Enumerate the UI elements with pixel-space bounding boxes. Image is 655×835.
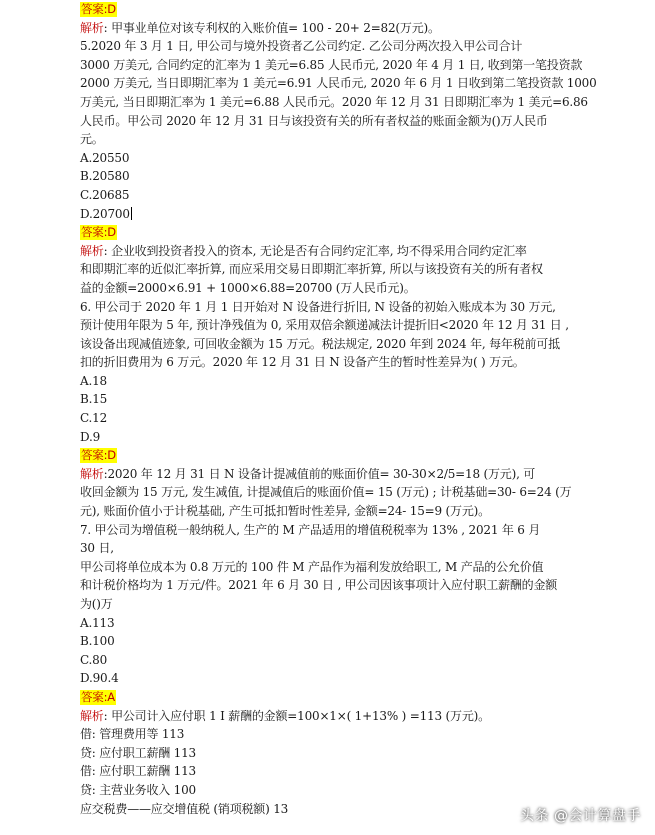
text-cursor bbox=[131, 207, 132, 220]
line-text: A.113 bbox=[80, 615, 115, 630]
text-line bbox=[80, 74, 646, 93]
line-text: A.18 bbox=[80, 373, 107, 388]
line-text: 30 日, bbox=[80, 541, 114, 556]
text-line bbox=[80, 149, 646, 168]
text-line bbox=[80, 372, 646, 391]
line-text: 甲公司将单位成本为 0.8 万元的 100 件 M 产品作为福利发放给职工, M 产品的公允价值 bbox=[80, 559, 544, 574]
line-text: D.9 bbox=[80, 429, 101, 444]
text-line bbox=[80, 298, 646, 317]
text-line bbox=[80, 130, 646, 149]
text-line bbox=[80, 725, 646, 744]
text-line bbox=[80, 409, 646, 428]
text-line bbox=[80, 186, 646, 205]
answer-highlight: 答案:D bbox=[81, 2, 116, 16]
answer-highlight: 答案:A bbox=[81, 689, 115, 704]
line-text: 借: 应付职工薪酬 113 bbox=[80, 764, 196, 779]
text-line bbox=[80, 651, 646, 670]
analysis-line bbox=[80, 242, 646, 261]
line-text: D.90.4 bbox=[80, 671, 119, 686]
line-text: 元), 账面价值小于计税基础, 产生可抵扣暂时性差异, 金额=24- 15=9 (万元)。 bbox=[80, 504, 490, 519]
text-line bbox=[80, 205, 646, 224]
line-text: 和计税价格均为 1 万元/件。2021 年 6 月 30 日 , 甲公司因该事项计入应付职工薪酬的金额 bbox=[80, 578, 558, 593]
text-line bbox=[80, 595, 646, 614]
line-text: 万美元, 当日即期汇率为 1 美元=6.88 人民币元。2020 年 12 月 31 日即期汇率为 1 美元=6.86 bbox=[80, 94, 588, 109]
text-line bbox=[80, 428, 646, 447]
analysis-text: : 甲公司计入应付职 1 I 薪酬的金额=100×1×( 1+13% ) =113 (万元)。 bbox=[103, 708, 490, 723]
document-page bbox=[80, 0, 646, 818]
analysis-line bbox=[80, 465, 646, 484]
analysis-label: 解析 bbox=[80, 708, 104, 723]
text-line bbox=[80, 353, 646, 372]
text-line bbox=[80, 669, 646, 688]
text-line bbox=[80, 167, 646, 186]
analysis-label: 解析 bbox=[80, 20, 104, 35]
text-line bbox=[80, 56, 646, 75]
line-text: 该设备出现减值迹象, 可回收金额为 15 万元。税法规定, 2020 年到 2024 年, 每年税前可抵 bbox=[80, 336, 560, 351]
analysis-label: 解析 bbox=[80, 466, 104, 481]
text-line bbox=[80, 558, 646, 577]
answer-line bbox=[80, 0, 646, 19]
analysis-text: : 企业收到投资者投入的资本, 无论是否有合同约定汇率, 均不得采用合同约定汇率 bbox=[103, 243, 527, 258]
line-text: C.80 bbox=[80, 652, 108, 667]
text-line bbox=[80, 762, 646, 781]
line-text: 3000 万美元, 合同约定的汇率为 1 美元=6.85 人民币元, 2020 年 4 月 1 日, 收到第一笔投资款 bbox=[80, 57, 583, 72]
text-line bbox=[80, 390, 646, 409]
line-text: 收回金额为 15 万元, 发生减值, 计提减值后的账面价值= 15 (万元) ; 计税基础=30- 6=24 (万 bbox=[80, 485, 572, 500]
line-text: 7. 甲公司为增值税一般纳税人, 生产的 M 产品适用的增值税税率为 13% , 2021 年 6 月 bbox=[80, 522, 541, 537]
text-line bbox=[80, 37, 646, 56]
line-text: 为()万 bbox=[80, 597, 113, 611]
line-text: B.20580 bbox=[80, 169, 130, 184]
line-text: B.15 bbox=[80, 392, 108, 407]
answer-line bbox=[80, 688, 646, 707]
text-line bbox=[80, 632, 646, 651]
line-text: 益的金额=2000×6.91 + 1000×6.88=20700 (万人民币元)。 bbox=[80, 280, 416, 295]
line-text: C.20685 bbox=[80, 187, 130, 202]
analysis-line bbox=[80, 707, 646, 726]
line-text: 预计使用年限为 5 年, 预计净残值为 0, 采用双倍余额递减法计提折旧<2020 年 12 月 31 日 , bbox=[80, 318, 569, 333]
line-text: 贷: 应付职工薪酬 113 bbox=[80, 745, 196, 760]
answer-line bbox=[80, 446, 646, 465]
text-line bbox=[80, 260, 646, 279]
text-line bbox=[80, 502, 646, 521]
analysis-label: 解析 bbox=[80, 243, 104, 258]
line-text: 借: 管理费用等 113 bbox=[80, 727, 185, 742]
text-line bbox=[80, 744, 646, 763]
analysis-line bbox=[80, 19, 646, 38]
answer-highlight: 答案:D bbox=[81, 448, 116, 463]
line-text: D.20700 bbox=[80, 206, 130, 221]
line-text: 人民币。甲公司 2020 年 12 月 31 日与该投资有关的所有者权益的账面金额为()万人民币 bbox=[80, 113, 548, 128]
line-text: 扣的折旧费用为 6 万元。2020 年 12 月 31 日 N 设备产生的暂时性差异为( ) 万元。 bbox=[80, 355, 525, 370]
line-text: 应交税费——应交增值税 (销项税额) 13 bbox=[80, 801, 289, 816]
watermark: 头条 @会计算盘手 bbox=[520, 808, 641, 824]
text-line bbox=[80, 521, 646, 540]
text-line bbox=[80, 335, 646, 354]
text-line bbox=[80, 614, 646, 633]
analysis-text: :2020 年 12 月 31 日 N 设备计提减值前的账面价值= 30-30×2/5=18 (万元), 可 bbox=[103, 466, 536, 481]
analysis-text: : 甲事业单位对该专利权的入账价值= 100 - 20+ 2=82(万元)。 bbox=[103, 20, 440, 35]
line-text: A.20550 bbox=[80, 150, 130, 165]
text-line bbox=[80, 483, 646, 502]
text-line bbox=[80, 539, 646, 558]
line-text: 贷: 主营业务收入 100 bbox=[80, 782, 196, 797]
text-line bbox=[80, 279, 646, 298]
text-line bbox=[80, 576, 646, 595]
answer-line bbox=[80, 223, 646, 242]
text-line bbox=[80, 112, 646, 131]
line-text: 2000 万美元, 当日即期汇率为 1 美元=6.91 人民币元, 2020 年 6 月 1 日收到第二笔投资款 1000 bbox=[80, 76, 597, 91]
line-text: 和即期汇率的近似汇率折算, 而应采用交易日即期汇率折算, 所以与该投资有关的所有者权 bbox=[80, 262, 543, 277]
line-text: 元。 bbox=[80, 132, 104, 147]
line-text: 5.2020 年 3 月 1 日, 甲公司与境外投资者乙公司约定. 乙公司分两次投入甲公司合计 bbox=[80, 39, 523, 54]
text-line bbox=[80, 93, 646, 112]
line-text: C.12 bbox=[80, 411, 108, 426]
text-line bbox=[80, 781, 646, 800]
line-text: B.100 bbox=[80, 634, 115, 649]
text-line bbox=[80, 316, 646, 335]
answer-highlight: 答案:D bbox=[81, 225, 116, 240]
line-text: 6. 甲公司于 2020 年 1 月 1 日开始对 N 设备进行折旧, N 设备的初始入账成本为 30 万元, bbox=[80, 299, 556, 314]
